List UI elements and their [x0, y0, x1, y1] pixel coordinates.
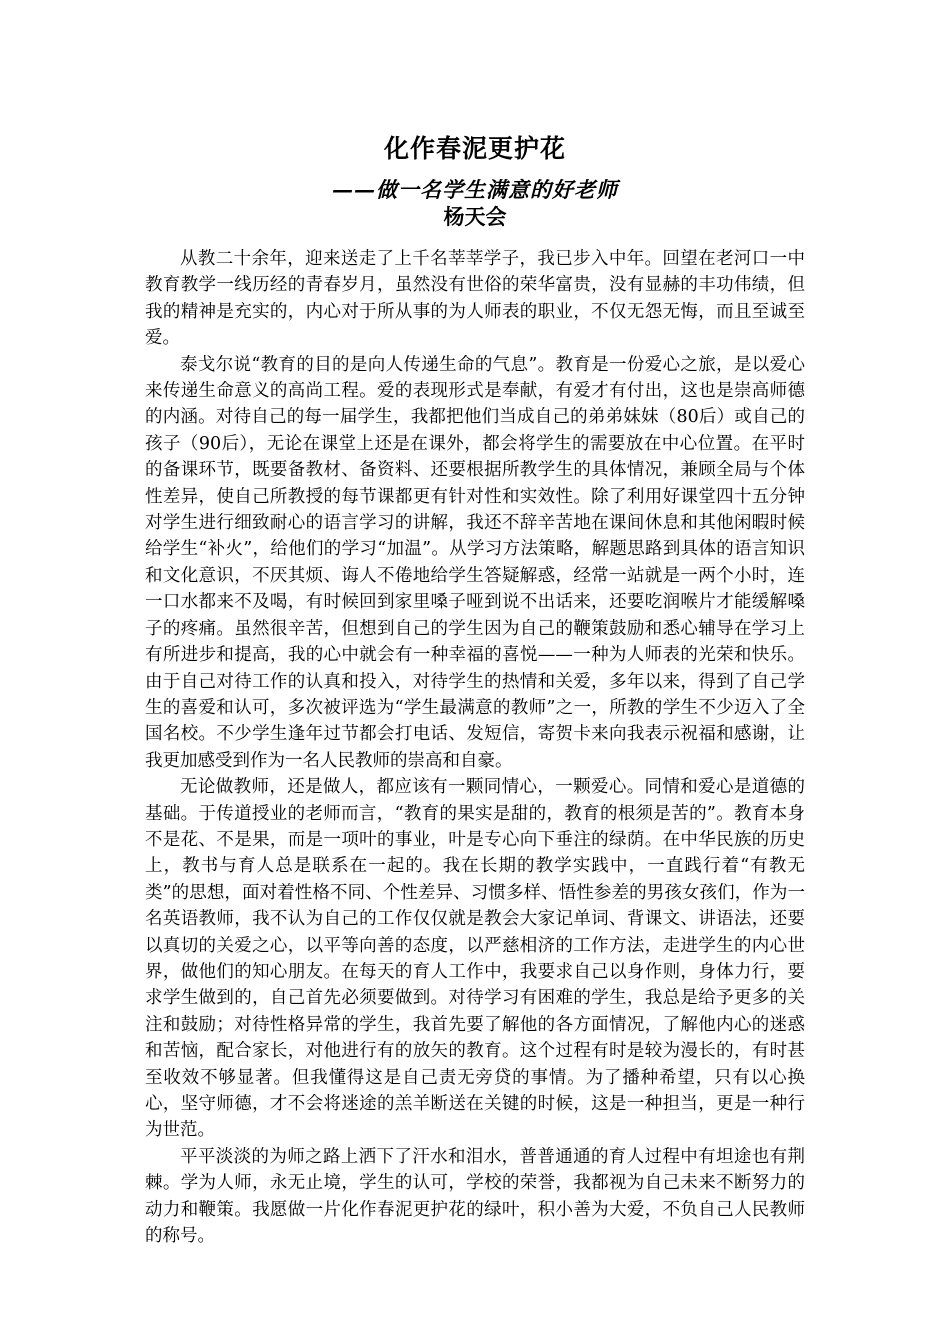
document-body: [145, 246, 805, 1249]
document-subtitle: ——做一名学生满意的好老师: [332, 177, 618, 202]
document-author: 杨天会: [443, 204, 507, 229]
paragraph: 从教二十余年，迎来送走了上千名莘莘学子，我已步入中年。回望在老河口一中教育教学一线历经的青春岁月，虽然没有世俗的荣华富贵，没有显赫的丰功伟绩，但我的精神是充实的，内心对于所从事的为人师表的职业，不仅无怨无悔，而且至诚至爱。: [145, 249, 805, 349]
paragraph: 泰戈尔说“教育的目的是向人传递生命的气息”。教育是一份爱心之旅，是以爱心来传递生命意义的高尚工程。爱的表现形式是奉献，有爱才有付出，这也是崇高师德的内涵。对待自己的每一届学生，我都把他们当成自己的弟弟妹妹（80后）或自己的孩子（90后），无论在课堂上还是在课外，都会将学生的需要放在中心位置。在平时的备课环节，既要备教材、备资料、还要根据所教学生的具体情况，兼顾全局与个体性差异，使自己所教授的每节课都更有针对性和实效性。除了利用好课堂四十五分钟对学生进行细致耐心的语言学习的讲解，我还不辞辛苦地在课间休息和其他闲暇时候给学生“补火”，给他们的学习“加温”。从学习方法策略，解题思路到具体的语言知识和文化意识，不厌其烦、诲人不倦地给学生答疑解惑，经常一站就是一两个小时，连一口水都来不及喝，有时候回到家里嗓子哑到说不出话来，还要吃润喉片才能缓解嗓子的疼痛。虽然很辛苦，但想到自己的学生因为自己的鞭策鼓励和悉心辅导在学习上有所进步和提高，我的心中就会有一种幸福的喜悦——一种为人师表的光荣和快乐。由于自己对待工作的认真和投入，对待学生的热情和关爱，多年以来，得到了自己学生的喜爱和认可，多次被评选为“学生最满意的教师”之一，所教的学生不少迈入了全国名校。不少学生逢年过节都会打电话、发短信，寄贺卡来向我表示祝福和感谢，让我更加感受到作为一名人民教师的崇高和自豪。: [145, 354, 805, 771]
document-title: 化作春泥更护花: [383, 134, 566, 163]
paragraph: 平平淡淡的为师之路上洒下了汗水和泪水，普普通通的育人过程中有坦途也有荆棘。学为人师，永无止境，学生的认可，学校的荣誉，我都视为自己未来不断努力的动力和鞭策。我愿做一片化作春泥更护花的绿叶，积小善为大爱，不负自己人民教师的称号。: [145, 1146, 805, 1247]
paragraph: 无论做教师，还是做人，都应该有一颗同情心，一颗爱心。同情和爱心是道德的基础。于传道授业的老师而言，“教育的果实是甜的，教育的根须是苦的”。教育本身不是花、不是果，而是一项叶的事业，叶是专心向下垂注的绿荫。在中华民族的历史上，教书与育人总是联系在一起的。我在长期的教学实践中，一直践行着“有教无类”的思想，面对着性格不同、个性差异、习惯多样、悟性参差的男孩女孩们，作为一名英语教师，我不认为自己的工作仅仅就是教会大家记单词、背课文、讲语法，还要以真切的关爱之心，以平等向善的态度，以严慈相济的工作方法，走进学生的内心世界，做他们的知心朋友。在每天的育人工作中，我要求自己以身作则，身体力行，要求学生做到的，自己首先必须要做到。对待学习有困难的学生，我总是给予更多的关注和鼓励；对待性格异常的学生，我首先要了解他的各方面情况，了解他内心的迷惑和苦恼，配合家长，对他进行有的放矢的教育。这个过程有时是较为漫长的，有时甚至收效不够显著。但我懂得这是自己责无旁贷的事情。为了播种希望，只有以心换心，坚守师德，才不会将迷途的羔羊断送在关键的时候，这是一种担当，更是一种行为世范。: [145, 777, 805, 1141]
